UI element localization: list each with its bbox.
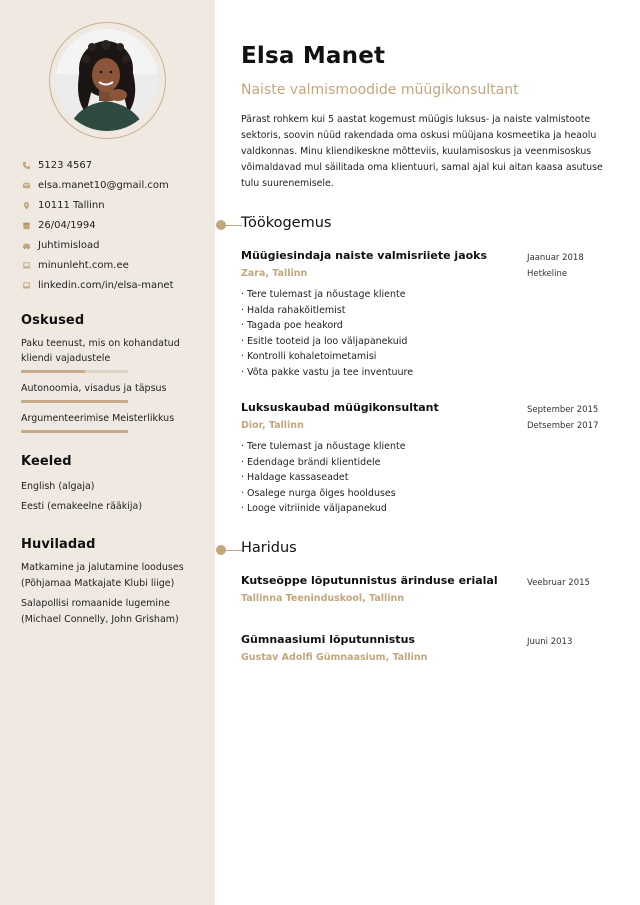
education-date: Juuni 2013 xyxy=(527,637,573,647)
skill-level-bar xyxy=(21,370,128,373)
school-name: Tallinna Teeninduskool, Tallinn xyxy=(241,593,405,604)
hobby-item: Matkamine ja jalutamine looduses (Põhjamaa Matkajate Klubi liige) xyxy=(21,562,184,589)
job-dates xyxy=(527,402,617,434)
hobbies-section xyxy=(21,537,196,632)
duty-item: · Haldage kassaseadet xyxy=(241,470,616,486)
job-duties xyxy=(241,439,616,517)
laptop-icon xyxy=(21,280,31,290)
duty-item: · Tagada poe heakord xyxy=(241,318,616,334)
contact-address xyxy=(21,195,211,215)
skill-label: Paku teenust, mis on kohandatud kliendi vajadustele xyxy=(21,338,180,364)
job-title: Müügiesindaja naiste valmisriiete jaoks xyxy=(241,249,488,262)
duty-item: · Tere tulemast ja nõustage kliente xyxy=(241,439,616,455)
duty-item: · Kontrolli kohaletoimetamisi xyxy=(241,349,616,365)
job-employer: Zara, Tallinn xyxy=(241,268,308,279)
section-marker xyxy=(216,545,242,555)
job-employer: Dior, Tallinn xyxy=(241,420,304,431)
duty-item: · Looge vitriinide väljapanekud xyxy=(241,501,616,517)
laptop-icon xyxy=(21,260,31,270)
calendar-icon xyxy=(21,220,31,230)
contact-website[interactable] xyxy=(21,255,211,275)
job-duties xyxy=(241,287,616,380)
school-name: Gustav Adolfi Gümnaasium, Tallinn xyxy=(241,652,428,663)
skills-heading: Oskused xyxy=(21,313,85,328)
skill-label: Argumenteerimise Meisterlikkus xyxy=(21,413,175,424)
experience-entry xyxy=(241,249,616,380)
candidate-name: Elsa Manet xyxy=(241,43,386,69)
car-icon xyxy=(21,240,31,250)
duty-item: · Tere tulemast ja nõustage kliente xyxy=(241,287,616,303)
contact-linkedin[interactable] xyxy=(21,275,211,295)
degree-title: Kutseõppe lõputunnistus ärinduse erialal xyxy=(241,574,498,587)
sidebar xyxy=(0,0,215,905)
skill-label: Autonoomia, visadus ja täpsus xyxy=(21,383,167,394)
skill-level-bar xyxy=(21,400,128,403)
contact-text: 5123 4567 xyxy=(38,159,93,171)
profile-photo xyxy=(56,29,158,131)
duty-item: · Osalege nurga õiges hoolduses xyxy=(241,486,616,502)
skill-level-bar xyxy=(21,430,128,433)
job-title: Luksuskaubad müügikonsultant xyxy=(241,401,439,414)
skill-level-fill xyxy=(21,430,128,433)
contact-text: Juhtimisload xyxy=(38,239,100,251)
duty-item: · Halda rahakõitlemist xyxy=(241,303,616,319)
duty-item: · Võta pakke vastu ja tee inventuure xyxy=(241,365,616,381)
duty-item: · Esitle tooteid ja loo väljapanekuid xyxy=(241,334,616,350)
job-end-date: Detsember 2017 xyxy=(527,421,599,431)
education-date: Veebruar 2015 xyxy=(527,578,590,588)
profile-summary: Pärast rohkem kui 5 aastat kogemust müügis luksus- ja naiste valmistoote sektoris, soovin nüüd rakendada oma oskusi müüjana kosmeetika ja heaolu valdkonnas. Minu kliendikeskne mõtteviis, kuulamisoskus ja veenmisoskus võimaldavad mul säilitada oma klientuuri, samal ajal kui aitan kaasa asutuse tulu suurenemisele. xyxy=(241,114,603,189)
contact-list xyxy=(21,155,211,295)
section-marker xyxy=(216,220,242,230)
education-entry xyxy=(241,574,616,604)
contact-link[interactable]: minunleht.com.ee xyxy=(38,259,129,271)
mail-icon xyxy=(21,180,31,190)
contact-text: 26/04/1994 xyxy=(38,219,96,231)
degree-title: Gümnaasiumi lõputunnistus xyxy=(241,633,415,646)
phone-icon xyxy=(21,160,31,170)
contact-text: 10111 Tallinn xyxy=(38,199,105,211)
location-icon xyxy=(21,200,31,210)
candidate-title: Naiste valmismoodide müügikonsultant xyxy=(241,82,519,98)
skill-level-fill xyxy=(21,370,85,373)
contact-phone xyxy=(21,155,211,175)
contact-license xyxy=(21,235,211,255)
experience-heading: Töökogemus xyxy=(241,215,332,231)
skill-item xyxy=(21,411,196,433)
hobby-item: Salapollisi romaanide lugemine (Michael Connelly, John Grisham) xyxy=(21,598,179,625)
contact-email xyxy=(21,175,211,195)
contact-birthdate xyxy=(21,215,211,235)
education-heading: Haridus xyxy=(241,540,297,556)
language-item: English (algaja) xyxy=(21,481,95,492)
skills-section xyxy=(21,313,196,439)
job-start-date: September 2015 xyxy=(527,405,599,415)
job-start-date: Jaanuar 2018 xyxy=(527,253,584,263)
skill-item xyxy=(21,336,196,373)
skill-level-fill xyxy=(21,400,128,403)
duty-item: · Edendage brändi klientidele xyxy=(241,455,616,471)
language-item: Eesti (emakeelne rääkija) xyxy=(21,501,143,512)
skill-item xyxy=(21,381,196,403)
experience-entry xyxy=(241,401,616,517)
languages-section xyxy=(21,454,196,517)
languages-heading: Keeled xyxy=(21,454,72,469)
education-entry xyxy=(241,633,616,663)
hobbies-heading: Huviladad xyxy=(21,537,96,552)
contact-text: elsa.manet10@gmail.com xyxy=(38,179,169,191)
contact-link[interactable]: linkedin.com/in/elsa-manet xyxy=(38,279,174,291)
job-end-date: Hetkeline xyxy=(527,269,568,279)
job-dates xyxy=(527,250,617,282)
profile-photo-frame xyxy=(49,22,166,139)
